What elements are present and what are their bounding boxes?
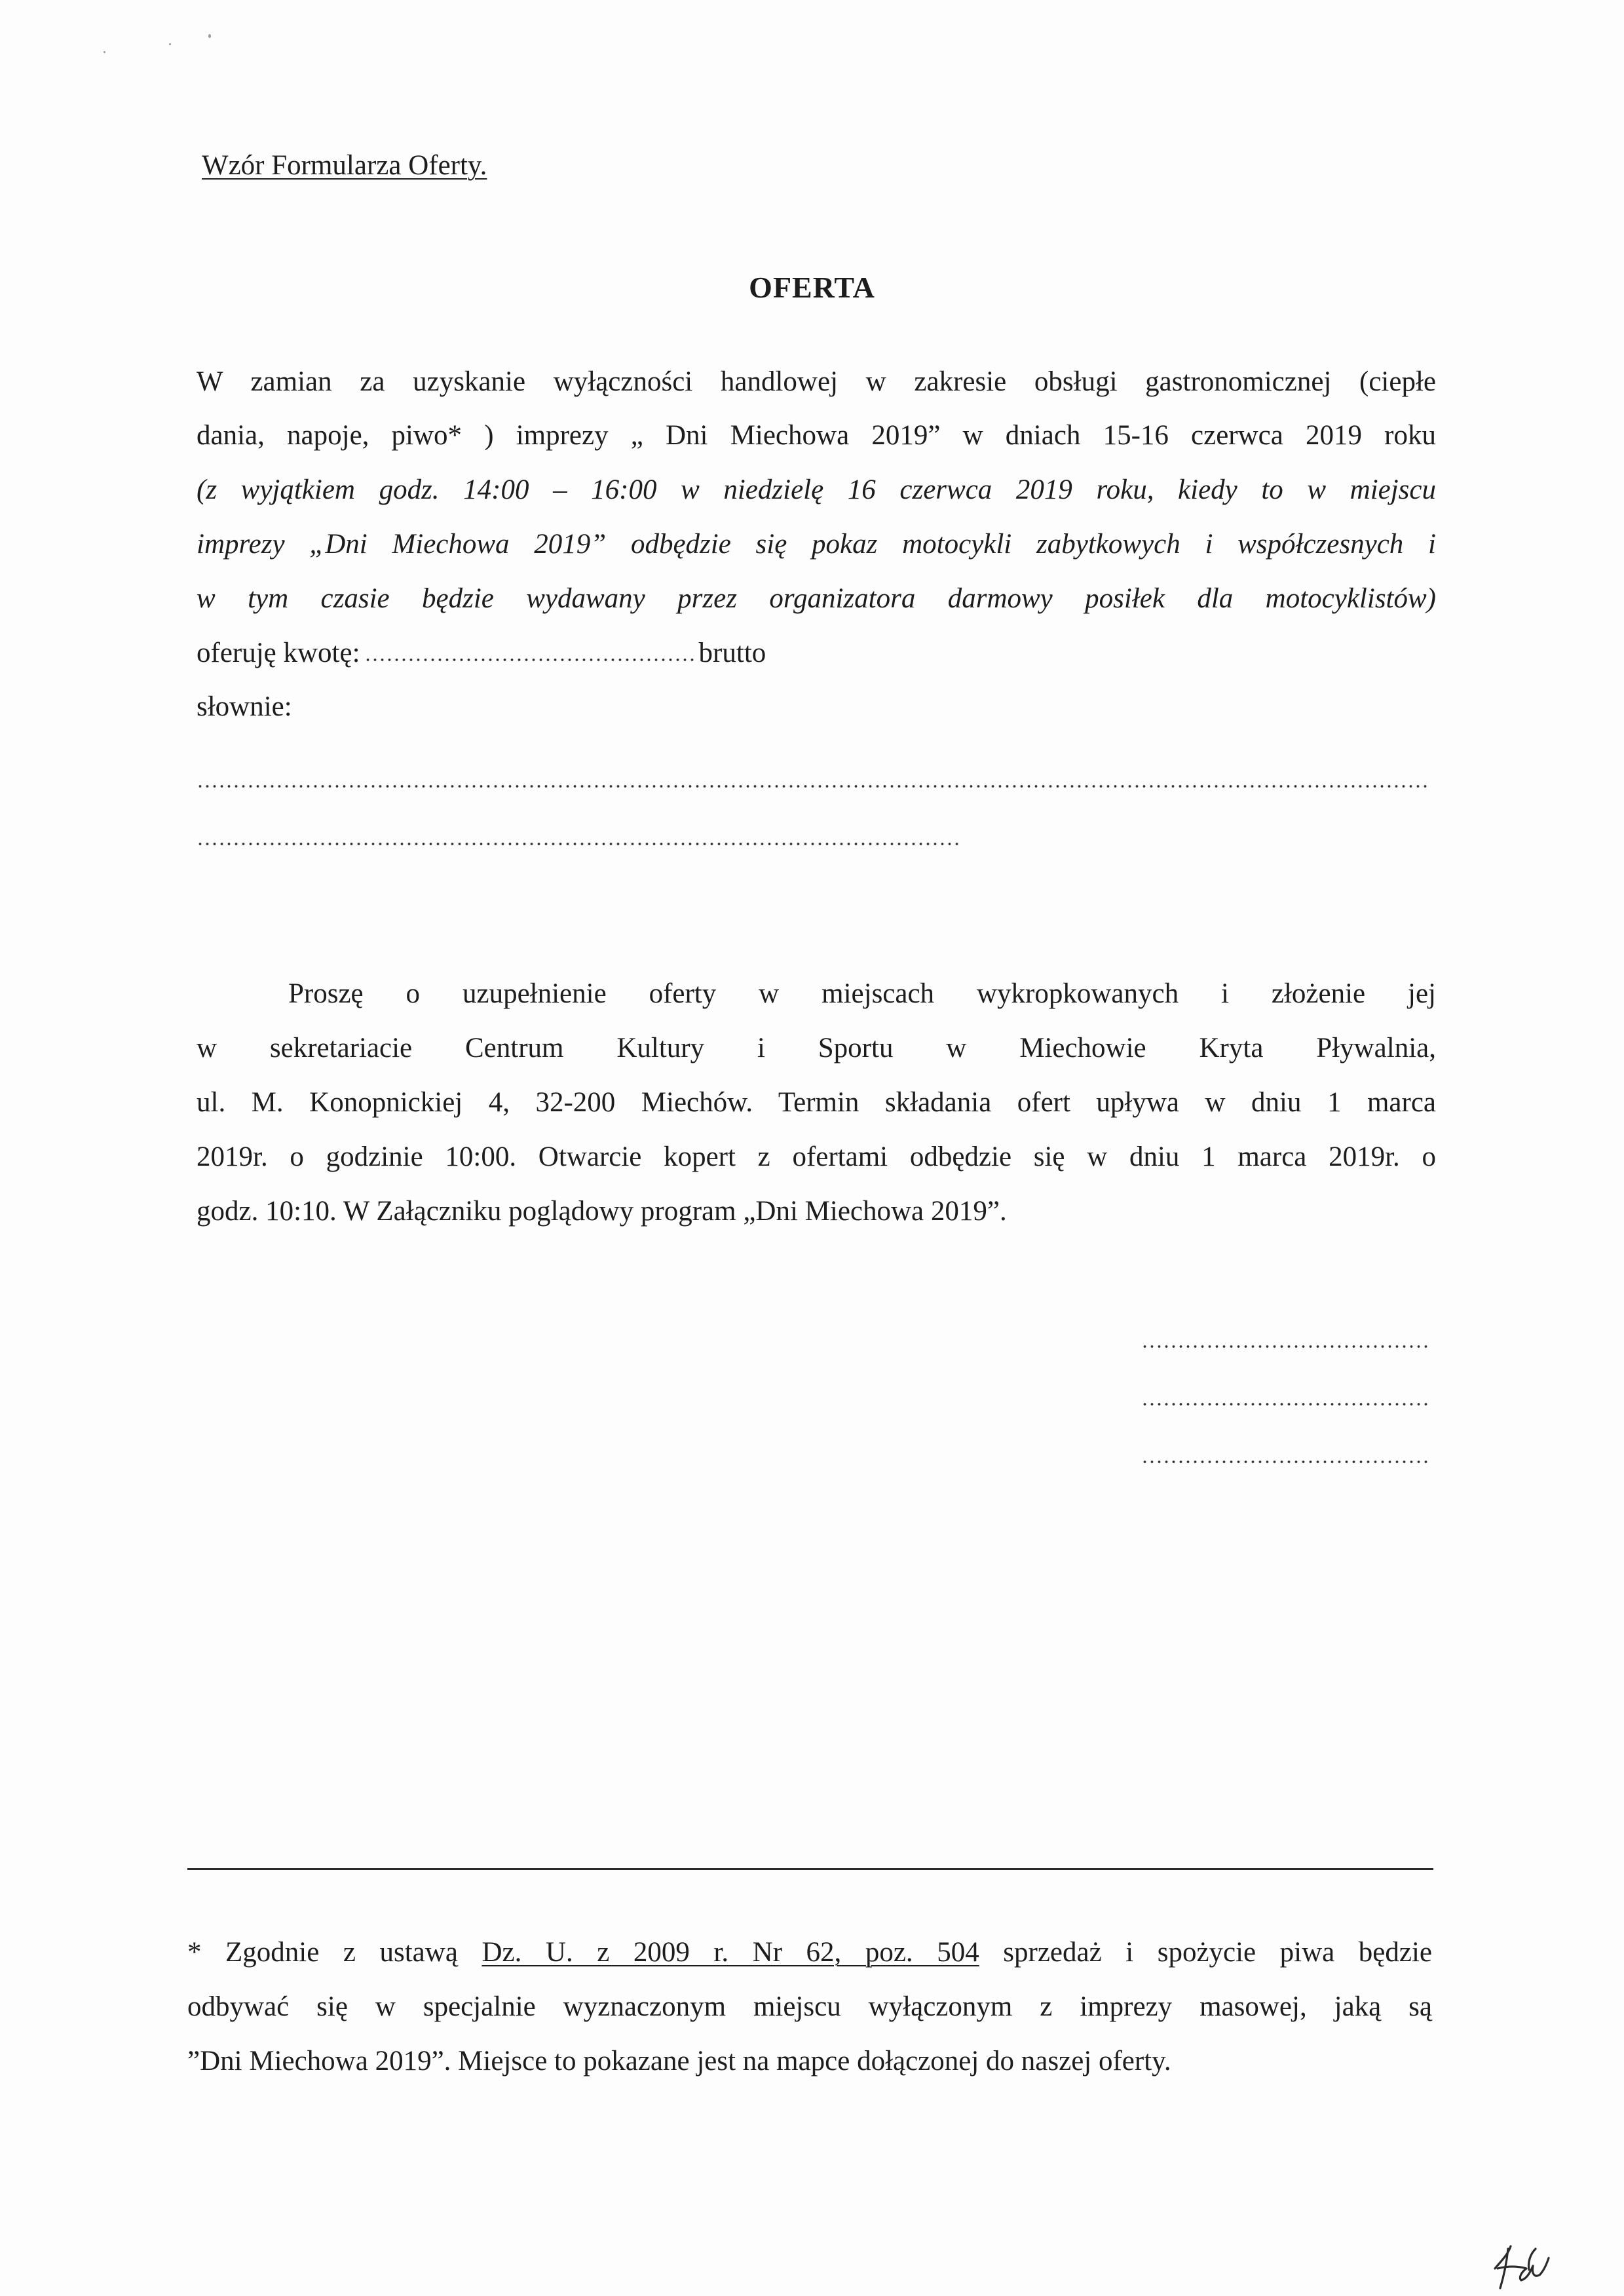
- footnote-separator: [187, 1868, 1433, 1870]
- exception-text-line: (z wyjątkiem godz. 14:00 – 16:00 w niedzielę 16 czerwca 2019 roku, kiedy to w miejscu: [197, 474, 1436, 505]
- footnote-line-rest: sprzedaż i spożycie piwa będzie: [1003, 1937, 1433, 1968]
- footnote-line: ”Dni Miechowa 2019”. Miejsce to pokazane jest na mapce dołączonej do naszej oferty.: [187, 2046, 1171, 2076]
- footnote-prefix: * Zgodnie z ustawą: [187, 1937, 458, 1968]
- footnote-line: [187, 1936, 1432, 1968]
- handwritten-initials: [1488, 2240, 1551, 2292]
- offer-text-line: dania, napoje, piwo* ) imprezy „ Dni Miechowa 2019” w dniach 15-16 czerwca 2019 roku: [197, 420, 1436, 451]
- footnote-line: odbywać się w specjalnie wyznaczonym miejscu wyłączonym z imprezy masowej, jaką są: [187, 1991, 1432, 2022]
- exception-text-line: imprezy „Dni Miechowa 2019” odbędzie się pokaz motocykli zabytkowych i współczesnych i: [197, 529, 1436, 560]
- signature-blank-field: [1141, 1402, 1429, 1406]
- exception-text-line: w tym czasie będzie wydawany przez organizatora darmowy posiłek dla motocyklistów): [197, 583, 1436, 614]
- instruction-line: ul. M. Konopnickiej 4, 32-200 Miechów. Termin składania ofert upływa w dniu 1 marca: [197, 1087, 1436, 1118]
- words-label: słownie:: [197, 691, 292, 722]
- signature-blank-field: [1141, 1460, 1429, 1464]
- amount-line: [197, 637, 1436, 669]
- instruction-line: w sekretariacie Centrum Kultury i Sportu w Miechowie Kryta Pływalnia,: [197, 1033, 1436, 1063]
- scan-speck: [104, 51, 105, 53]
- scan-speck: [169, 43, 171, 45]
- footnote-citation: Dz. U. z 2009 r. Nr 62, poz. 504: [482, 1937, 979, 1968]
- instruction-line: godz. 10:10. W Załączniku poglądowy program „Dni Miechowa 2019”.: [197, 1196, 1007, 1227]
- signature-blank-field: [1141, 1345, 1429, 1349]
- words-blank-field: [197, 784, 1428, 788]
- offer-heading: OFERTA: [749, 271, 875, 304]
- amount-label: oferuję kwotę:: [197, 638, 360, 668]
- scan-speck: [208, 34, 211, 38]
- offer-text-line: W zamian za uzyskanie wyłączności handlowej w zakresie obsługi gastronomicznej (ciepłe: [197, 366, 1436, 397]
- form-title: Wzór Formularza Oferty.: [202, 150, 487, 181]
- amount-blank-field: [364, 658, 695, 662]
- instruction-line: 2019r. o godzinie 10:00. Otwarcie kopert z ofertami odbędzie się w dniu 1 marca 2019r. o: [197, 1141, 1436, 1172]
- amount-suffix: brutto: [698, 638, 766, 668]
- instruction-line: Proszę o uzupełnienie oferty w miejscach wykropkowanych i złożenie jej: [288, 978, 1436, 1009]
- words-blank-field-continued: [197, 842, 959, 846]
